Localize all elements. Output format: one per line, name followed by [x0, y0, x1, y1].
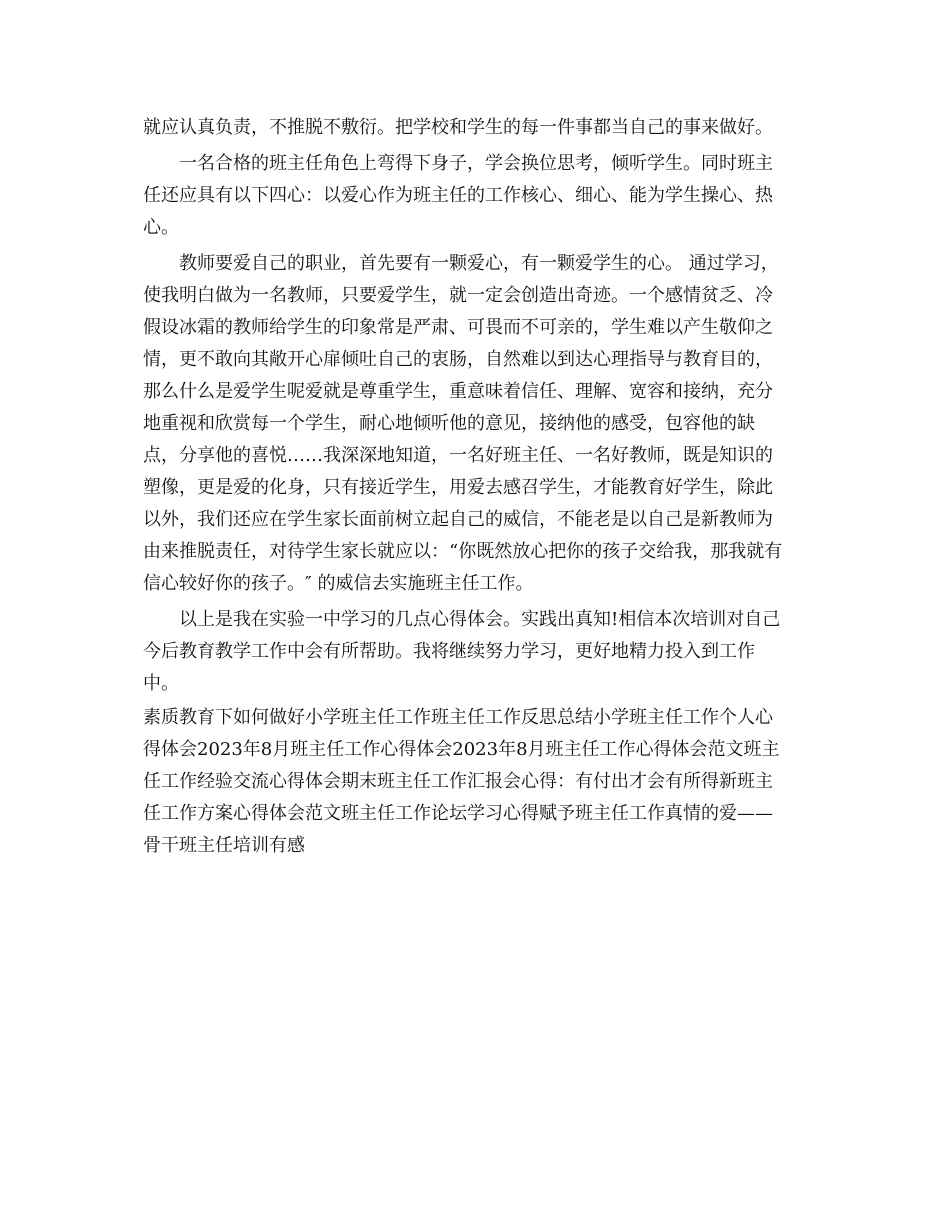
paragraph-line: 情，更不敢向其敞开心扉倾吐自己的衷肠，自然难以到达心理指导与教育目的，: [143, 349, 773, 370]
paragraph-line: 以外，我们还应在学生家长面前树立起自己的威信，不能老是以自己是新教师为: [143, 509, 773, 530]
related-line: 得体会2023年8月班主任工作心得体会2023年8月班主任工作心得体会范文班主: [143, 739, 780, 760]
document-page: [143, 112, 808, 862]
paragraph-line: 地重视和欣赏每一个学生，耐心地倾听他的意见，接纳他的感受，包容他的缺: [143, 413, 755, 434]
paragraph-line: 就应认真负责，不推脱不敷衍。把学校和学生的每一件事都当自己的事来做好。: [143, 117, 773, 138]
related-articles: [143, 702, 808, 862]
related-line: 任工作方案心得体会范文班主任工作论坛学习心得赋予班主任工作真情的爱——: [143, 803, 773, 824]
paragraph-line: 假设冰霜的教师给学生的印象常是严肃、可畏而不可亲的，学生难以产生敬仰之: [143, 317, 773, 338]
related-line: 任工作经验交流心得体会期末班主任工作汇报会心得：有付出才会有所得新班主: [143, 771, 773, 792]
paragraph-line: 任还应具有以下四心：以爱心作为班主任的工作核心、细心、能为学生操心、热: [143, 185, 773, 206]
paragraph-line: 塑像，更是爱的化身，只有接近学生，用爱去感召学生，才能教育好学生，除此: [143, 477, 773, 498]
paragraph-four-hearts: [143, 148, 808, 244]
paragraph-line: 教师要爱自己的职业，首先要有一颗爱心，有一颗爱学生的心。 通过学习，: [179, 253, 779, 274]
paragraph-line: 由来推脱责任，对待学生家长就应以：“你既然放心把你的孩子交给我，那我就有: [143, 541, 783, 562]
paragraph-responsibility: [143, 112, 808, 144]
paragraph-line: 点，分享他的喜悦……我深深地知道，一名好班主任、一名好教师，既是知识的: [143, 445, 773, 466]
paragraph-line: 中。: [143, 673, 179, 694]
paragraph-line: 一名合格的班主任角色上弯得下身子，学会换位思考，倾听学生。同时班主: [179, 153, 773, 174]
paragraph-love-students: [143, 248, 808, 600]
paragraph-line: 今后教育教学工作中会有所帮助。我将继续努力学习，更好地精力投入到工作: [143, 641, 755, 662]
paragraph-line: 信心较好你的孩子。″ 的威信去实施班主任工作。: [143, 573, 534, 594]
paragraph-conclusion: [143, 604, 808, 700]
paragraph-line: 使我明白做为一名教师，只要爱学生，就一定会创造出奇迹。一个感情贫乏、冷: [143, 285, 773, 306]
paragraph-line: 心。: [143, 217, 179, 238]
paragraph-line: 那么什么是爱学生呢爱就是尊重学生，重意味着信任、理解、宽容和接纳，充分: [143, 381, 773, 402]
related-line: 骨干班主任培训有感: [143, 835, 305, 856]
related-line: 素质教育下如何做好小学班主任工作班主任工作反思总结小学班主任工作个人心: [143, 707, 773, 728]
paragraph-line: 以上是我在实验一中学习的几点心得体会。实践出真知!相信本次培训对自己: [179, 609, 781, 630]
